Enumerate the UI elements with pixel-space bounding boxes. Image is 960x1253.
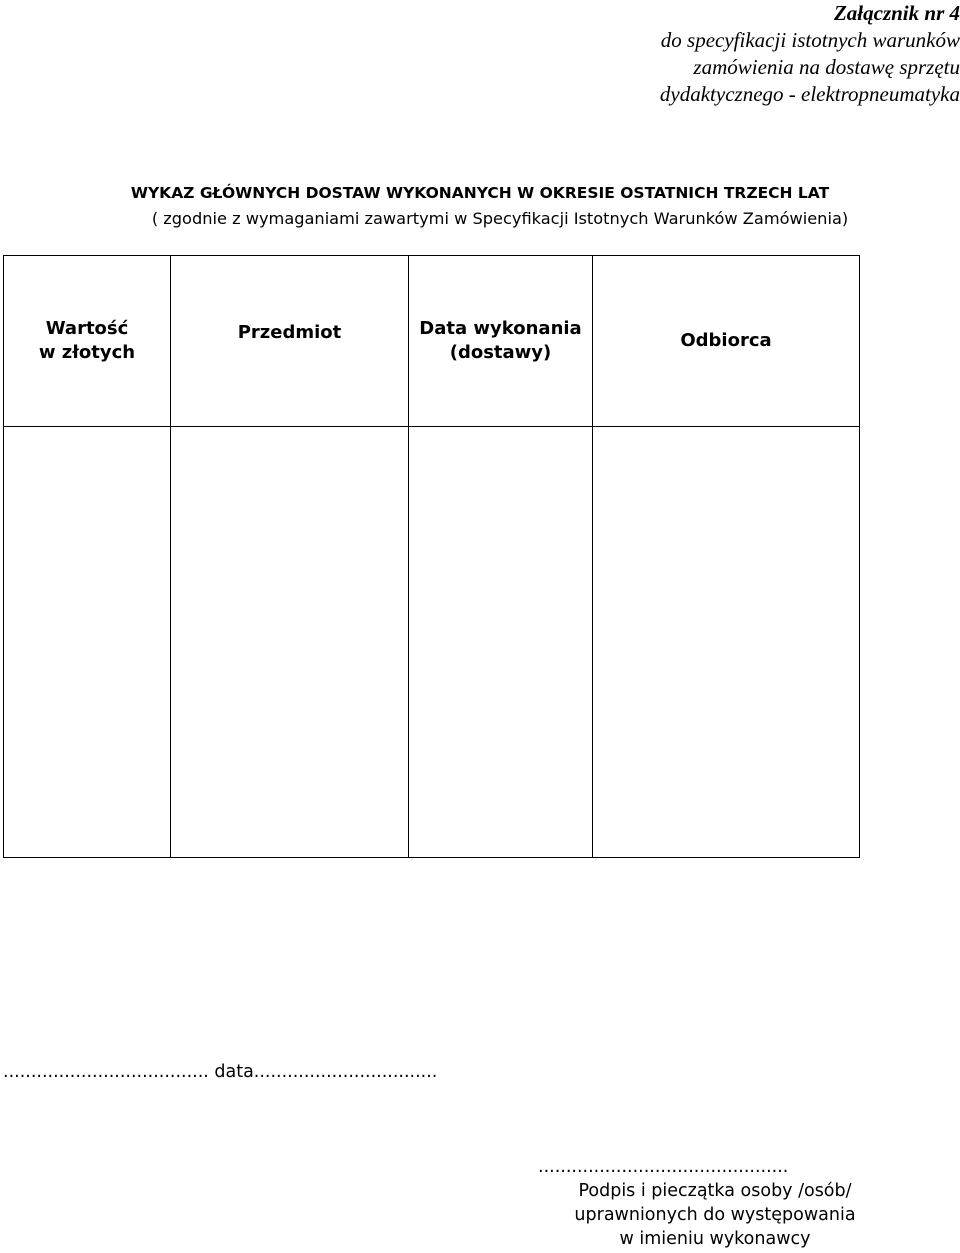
document-title: WYKAZ GŁÓWNYCH DOSTAW WYKONANYCH W OKRESIE OSTATNICH TRZECH LAT <box>130 184 830 202</box>
attachment-line: dydaktycznego - elektropneumatyka <box>659 82 960 106</box>
header-line: Przedmiot <box>237 322 342 343</box>
header-line: Wartość <box>45 318 129 339</box>
header-line: w złotych <box>38 342 136 363</box>
signature-caption-line: Podpis i pieczątka osoby /osób/ <box>578 1181 852 1201</box>
table-cell-recipient[interactable] <box>593 427 860 858</box>
header-line: Odbiorca <box>680 330 772 351</box>
document-subtitle: ( zgodnie z wymaganiami zawartymi w Specyfikacji Istotnych Warunków Zamówienia) <box>151 209 849 228</box>
deliveries-table <box>3 255 860 858</box>
place-date-line: ..................................... data................................. <box>3 1062 438 1082</box>
signature-caption-line: w imieniu wykonawcy <box>619 1229 811 1249</box>
column-header-recipient <box>593 256 860 427</box>
signature-dots: ............................................. <box>538 1157 789 1177</box>
table-header-row <box>4 256 860 427</box>
deliveries-table-container <box>3 255 860 858</box>
column-header-subject <box>171 256 409 427</box>
attachment-title: Załącznik nr 4 <box>833 1 960 25</box>
attachment-header <box>540 0 960 108</box>
column-header-value <box>4 256 171 427</box>
table-cell-value[interactable] <box>4 427 171 858</box>
attachment-line: do specyfikacji istotnych warunków <box>660 28 960 52</box>
header-line: (dostawy) <box>449 342 552 363</box>
signature-block <box>535 1155 895 1251</box>
header-line: Data wykonania <box>419 318 582 339</box>
table-cell-subject[interactable] <box>171 427 409 858</box>
signature-caption-line: uprawnionych do występowania <box>574 1205 856 1225</box>
column-header-date <box>409 256 593 427</box>
table-cell-date[interactable] <box>409 427 593 858</box>
attachment-line: zamówienia na dostawę sprzętu <box>693 55 960 79</box>
table-row <box>4 427 860 858</box>
